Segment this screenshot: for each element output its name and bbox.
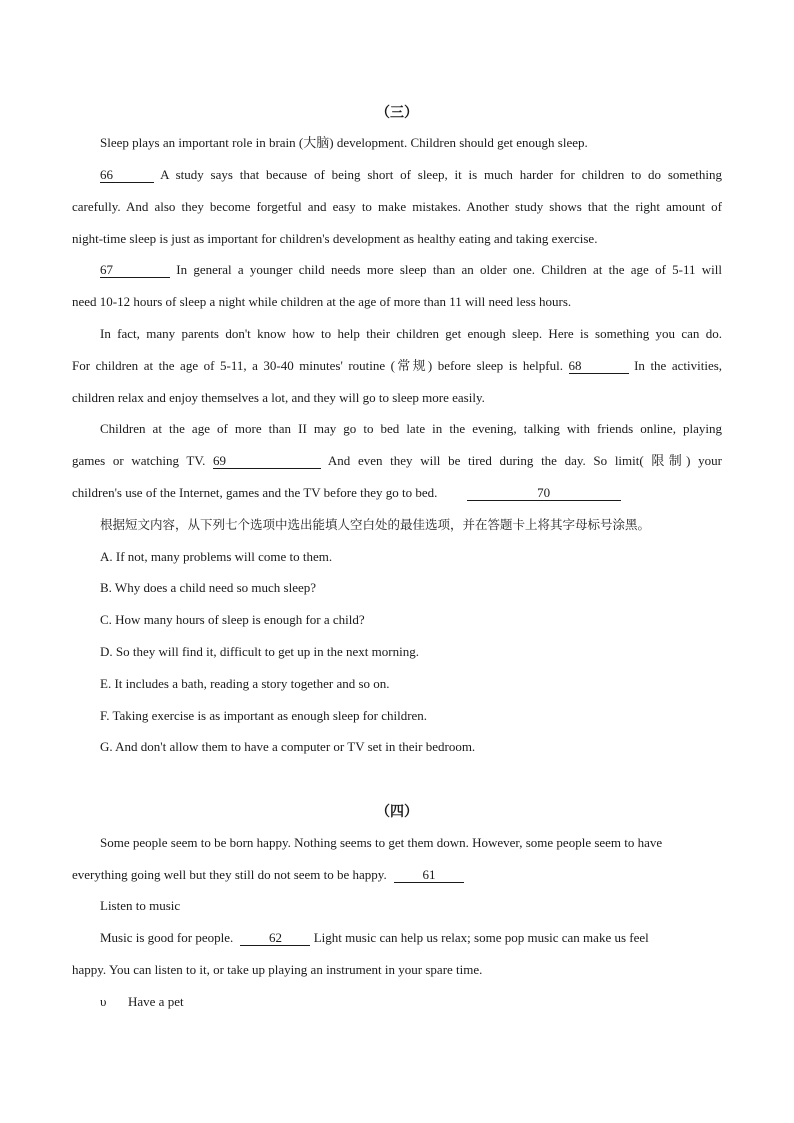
s3-paragraph-5-line-1: Children at the age of more than II may go to bed late in the evening, talking with friends online, playing bbox=[100, 421, 722, 436]
s4-heading-listen-to-music: Listen to music bbox=[100, 898, 181, 913]
s4-p2-pre: Music is good for people. bbox=[100, 930, 234, 945]
s4-bullet-have-a-pet bbox=[100, 993, 722, 1011]
s3-paragraph-2-line-3: night-time sleep is just as important for children's development as healthy eating and taking exercise. bbox=[72, 231, 598, 246]
s3-p5-post: And even they will be tired during the day. So limit( 限制) your bbox=[327, 453, 722, 468]
s4-p2-post: Light music can help us relax; some pop music can make us feel bbox=[313, 930, 649, 945]
blank-68[interactable]: 68 bbox=[569, 359, 629, 374]
section-3-title: （三） bbox=[376, 105, 418, 121]
option-a[interactable]: A. If not, many problems will come to them. bbox=[100, 549, 333, 564]
blank-70[interactable]: 70 bbox=[467, 486, 621, 501]
option-d[interactable]: D. So they will find it, difficult to get up in the next morning. bbox=[100, 644, 419, 659]
bullet-symbol-icon: υ bbox=[100, 994, 107, 1009]
s3-paragraph-2-line-2: carefully. And also they become forgetful and easy to make mistakes. Another study shows that the right amount of bbox=[72, 199, 722, 214]
s3-paragraph-5-line-2 bbox=[72, 452, 722, 470]
s3-paragraph-3-line-2: need 10-12 hours of sleep a night while children at the age of more than 11 will need less hours. bbox=[72, 294, 572, 309]
s4-p1-text: everything going well but they still do not seem to be happy. bbox=[72, 867, 387, 882]
s3-paragraph-4-line-3: children relax and enjoy themselves a lot, and they will go to sleep more easily. bbox=[72, 390, 485, 405]
s4-paragraph-2-line-1 bbox=[100, 929, 688, 947]
s3-p5-end: children's use of the Internet, games and the TV before they go to bed. bbox=[72, 485, 438, 500]
s3-p2-text: A study says that because of being short of sleep, it is much harder for children to do something bbox=[160, 167, 722, 182]
s4-paragraph-2-line-2: happy. You can listen to it, or take up playing an instrument in your spare time. bbox=[72, 962, 483, 977]
option-f[interactable]: F. Taking exercise is as important as enough sleep for children. bbox=[100, 708, 428, 723]
s4-paragraph-1-line-2 bbox=[72, 866, 722, 884]
section-4-title: （四） bbox=[376, 804, 418, 820]
s3-p3-text: In general a younger child needs more sleep than an older one. Children at the age of 5-11 will bbox=[176, 262, 723, 277]
blank-61[interactable]: 61 bbox=[394, 868, 464, 883]
s3-instruction: 根据短文内容，从下列七个选项中选出能填人空白处的最佳选项，并在答题卡上将其字母标号涂黑。 bbox=[100, 517, 651, 532]
blank-62[interactable]: 62 bbox=[240, 931, 310, 946]
option-e[interactable]: E. It includes a bath, reading a story together and so on. bbox=[100, 676, 390, 691]
s3-paragraph-5-line-3 bbox=[72, 484, 722, 502]
blank-66[interactable]: 66 bbox=[100, 168, 154, 183]
s3-paragraph-1: Sleep plays an important role in brain (大脑) development. Children should get enough sleep. bbox=[100, 135, 588, 150]
option-c[interactable]: C. How many hours of sleep is enough for a child? bbox=[100, 612, 365, 627]
s3-paragraph-4-line-2 bbox=[72, 357, 722, 375]
s3-paragraph-2-line-1 bbox=[100, 166, 722, 184]
s3-p4-post: In the activities, bbox=[634, 358, 723, 373]
option-b[interactable]: B. Why does a child need so much sleep? bbox=[100, 580, 317, 595]
blank-69[interactable]: 69 bbox=[213, 454, 321, 469]
s3-paragraph-3-line-1 bbox=[100, 261, 722, 279]
s3-p4-pre: For children at the age of 5-11, a 30-40 minutes' routine (常规) before sleep is helpful. bbox=[72, 358, 563, 373]
s4-heading-have-a-pet: Have a pet bbox=[128, 994, 184, 1009]
blank-67[interactable]: 67 bbox=[100, 263, 170, 278]
s3-paragraph-4-line-1: In fact, many parents don't know how to help their children get enough sleep. Here is something you can do. bbox=[100, 326, 722, 341]
s4-paragraph-1-line-1: Some people seem to be born happy. Nothing seems to get them down. However, some people seem to have bbox=[100, 835, 663, 850]
option-g[interactable]: G. And don't allow them to have a computer or TV set in their bedroom. bbox=[100, 739, 476, 754]
s3-p5-pre: games or watching TV. bbox=[72, 453, 206, 468]
